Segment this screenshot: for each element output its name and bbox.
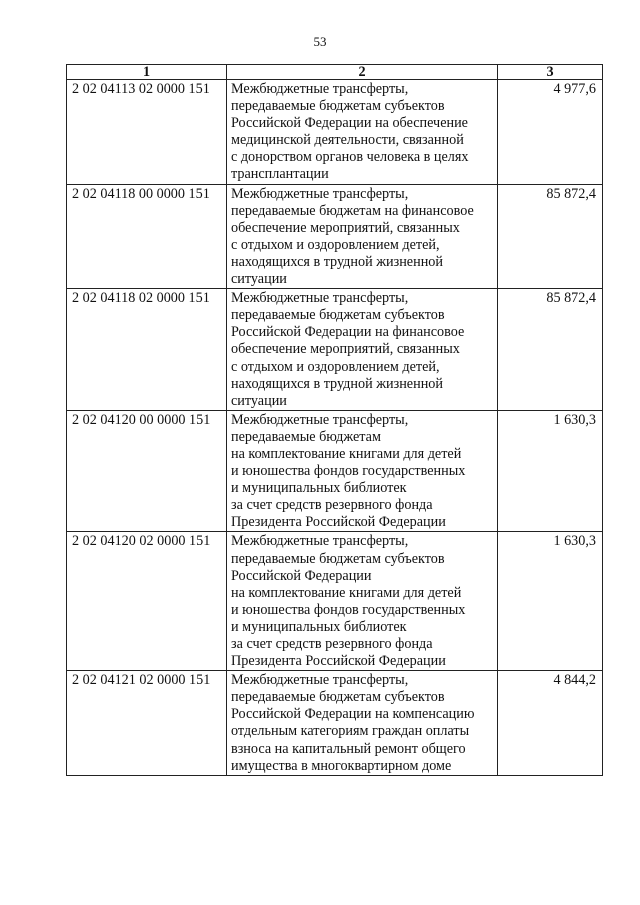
description-line: с отдыхом и оздоровлением детей, xyxy=(231,358,440,375)
description-line: Российской Федерации на компенсацию xyxy=(231,706,475,723)
description-cell xyxy=(227,184,498,289)
description-line: ситуации xyxy=(231,392,287,409)
table-body xyxy=(67,80,603,776)
description-line: передаваемые бюджетам xyxy=(231,428,381,445)
description-line: медицинской деятельности, связанной xyxy=(231,132,464,149)
description-line: на комплектование книгами для детей xyxy=(231,445,462,462)
description-line: имущества в многоквартирном доме xyxy=(231,757,452,774)
description-line: находящихся в трудной жизненной xyxy=(231,253,443,270)
column-header-amount: 3 xyxy=(498,65,603,80)
column-header-description: 2 xyxy=(227,65,498,80)
column-header-code: 1 xyxy=(67,65,227,80)
description-line: Межбюджетные трансферты, xyxy=(231,672,409,689)
table-row xyxy=(67,80,603,185)
budget-code-cell: 2 02 04118 00 0000 151 xyxy=(67,184,227,289)
description-line: Межбюджетные трансферты, xyxy=(231,185,409,202)
description-line: находящихся в трудной жизненной xyxy=(231,375,443,392)
description-line: за счет средств резервного фонда xyxy=(231,497,433,514)
page-number: 53 xyxy=(313,34,327,49)
description-line: Межбюджетные трансферты, xyxy=(231,290,409,307)
table-row xyxy=(67,184,603,289)
amount-cell: 1 630,3 xyxy=(498,410,603,532)
table-row xyxy=(67,410,603,532)
amount-cell: 85 872,4 xyxy=(498,289,603,411)
table-header-row xyxy=(67,65,603,80)
description-line: передаваемые бюджетам субъектов xyxy=(231,98,445,115)
description-line: Президента Российской Федерации xyxy=(231,653,446,670)
budget-code-cell: 2 02 04120 02 0000 151 xyxy=(67,532,227,671)
amount-cell: 4 844,2 xyxy=(498,671,603,776)
description-line: обеспечение мероприятий, связанных xyxy=(231,219,460,236)
budget-code-cell: 2 02 04118 02 0000 151 xyxy=(67,289,227,411)
description-line: и юношества фондов государственных xyxy=(231,601,466,618)
description-cell xyxy=(227,289,498,411)
description-line: и муниципальных библиотек xyxy=(231,618,407,635)
table-row xyxy=(67,289,603,411)
description-cell xyxy=(227,671,498,776)
description-line: Российской Федерации xyxy=(231,567,372,584)
description-line: за счет средств резервного фонда xyxy=(231,636,433,652)
table-row xyxy=(67,532,603,671)
description-line: взноса на капитальный ремонт общего xyxy=(231,740,466,757)
description-line: передаваемые бюджетам субъектов xyxy=(231,689,445,706)
budget-code-cell: 2 02 04113 02 0000 151 xyxy=(67,80,227,185)
description-line: с отдыхом и оздоровлением детей, xyxy=(231,236,440,253)
description-line: трансплантации xyxy=(231,166,329,183)
budget-code-cell: 2 02 04121 02 0000 151 xyxy=(67,671,227,776)
table-row xyxy=(67,671,603,776)
description-line: Межбюджетные трансферты, xyxy=(231,81,409,97)
description-line: передаваемые бюджетам на финансовое xyxy=(231,202,474,219)
description-line: передаваемые бюджетам субъектов xyxy=(231,307,445,324)
description-line: с донорством органов человека в целях xyxy=(231,149,469,166)
description-line: и муниципальных библиотек xyxy=(231,480,407,497)
description-line: обеспечение мероприятий, связанных xyxy=(231,341,460,358)
description-line: Российской Федерации на финансовое xyxy=(231,324,465,341)
description-cell xyxy=(227,80,498,185)
description-line: ситуации xyxy=(231,271,287,288)
description-line: Межбюджетные трансферты, xyxy=(231,411,409,428)
description-cell xyxy=(227,410,498,532)
description-line: на комплектование книгами для детей xyxy=(231,584,462,601)
description-line: Межбюджетные трансферты, xyxy=(231,533,409,550)
description-line: Президента Российской Федерации xyxy=(231,514,446,531)
description-line: передаваемые бюджетам субъектов xyxy=(231,550,445,567)
description-line: отдельным категориям граждан оплаты xyxy=(231,723,470,740)
description-line: Российской Федерации на обеспечение xyxy=(231,115,468,132)
amount-cell: 85 872,4 xyxy=(498,184,603,289)
description-line: и юношества фондов государственных xyxy=(231,463,466,480)
amount-cell: 4 977,6 xyxy=(498,80,603,185)
budget-table xyxy=(66,64,603,776)
description-cell xyxy=(227,532,498,671)
budget-code-cell: 2 02 04120 00 0000 151 xyxy=(67,410,227,532)
amount-cell: 1 630,3 xyxy=(498,532,603,671)
